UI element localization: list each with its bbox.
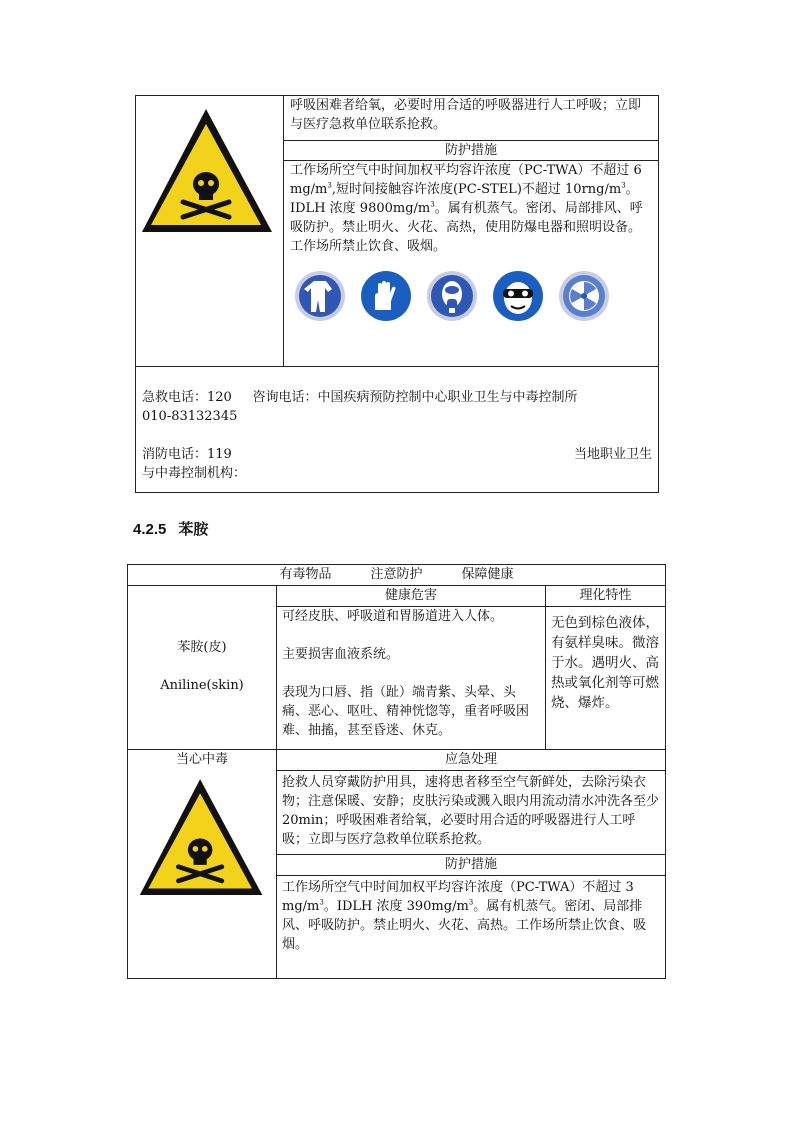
local-agency-label: 当地职业卫生	[573, 447, 652, 462]
chemical-name-cell	[128, 586, 277, 750]
section-heading	[133, 518, 208, 539]
ppe-icon-row	[290, 256, 652, 322]
emergency-text-tail: 呼吸困难者给氧，必要时用合适的呼吸器进行人工呼吸；立即与医疗急救单位联系抢救。	[284, 96, 659, 141]
contact-info	[136, 367, 659, 493]
protection-header: 防护措施	[277, 855, 666, 876]
toxic-warning-icon	[138, 104, 278, 239]
emergency-text: 抢救人员穿戴防护用具，速将患者移至空气新鲜处，去除污染衣物；注意保暖、安静；皮肤污染或溅入眼内用流动清水冲洗各至少 20min；呼吸困难者给氧，必要时用合适的呼吸器进行人工呼吸；立即与医疗急救单位联系抢救。	[277, 771, 666, 855]
fire-phone: 消防电话：119	[142, 447, 232, 462]
protective-suit-icon	[294, 270, 346, 322]
warning-cell	[128, 750, 277, 979]
physchem-text: 无色到棕色液体，有氨样臭味。微溶于水。遇明火、高热或氧化剂等可燃烧、爆炸。	[546, 607, 666, 750]
local-agency-tail: 与中毒控制机构：	[142, 466, 247, 481]
warning-label: 当心中毒	[175, 752, 228, 767]
hazard-card-continued	[135, 95, 659, 493]
chemical-name-cn: 苯胺(皮)	[177, 640, 227, 655]
emergency-header: 应急处理	[277, 750, 666, 771]
protection-header: 防护措施	[284, 141, 659, 161]
physchem-header: 理化特性	[546, 586, 666, 607]
health-hazard-text: 可经皮肤、呼吸道和胃肠道进入人体。 主要损害血液系统。 表现为口唇、指（趾）端青紫、头晕、头痛、恶心、呕吐、精神恍惚等，重者呼吸困难、抽搐，甚至昏迷、休克。	[277, 607, 546, 750]
respirator-icon	[426, 270, 478, 322]
health-header: 健康危害	[277, 586, 546, 607]
protection-cell	[284, 161, 659, 367]
consult-phone-number: 010-83132345	[142, 409, 238, 424]
section-title: 苯胺	[178, 521, 209, 538]
ventilation-icon	[558, 270, 610, 322]
toxic-warning-icon	[136, 773, 268, 903]
section-number: 4.2.5	[133, 521, 167, 538]
banner: 有毒物品 注意防护 保障健康	[128, 565, 666, 586]
gloves-icon	[360, 270, 412, 322]
protection-text: 工作场所空气中时间加权平均容许浓度（PC-TWA）不超过 6 $mg/m^3$,短时间接触容许浓度(PC-STEL)不超过 $10rng/m^3$。IDLH 浓度 $9800mg/m^3$。属有机蒸气。密闭、局部排风、呼吸防护。禁止明火、火花、高热，使用防爆电器和照明设备。工作场所禁止饮食、吸烟。	[290, 163, 643, 254]
protection-text: 工作场所空气中时间加权平均容许浓度（PC-TWA）不超过 3 $mg/m^3$。IDLH 浓度 $390mg/m^3$。属有机蒸气。密闭、局部排风、呼吸防护。禁止明火、火花、高热。工作场所禁止饮食、吸烟。	[277, 876, 666, 979]
chemical-name-en: Aniline(skin)	[160, 678, 244, 693]
goggles-icon	[492, 270, 544, 322]
warning-sign-cell	[136, 96, 284, 367]
consult-phone-label: 咨询电话：中国疾病预防控制中心职业卫生与中毒控制所	[252, 390, 578, 405]
first-aid-phone: 急救电话：120	[142, 390, 232, 405]
aniline-hazard-card	[127, 564, 666, 979]
